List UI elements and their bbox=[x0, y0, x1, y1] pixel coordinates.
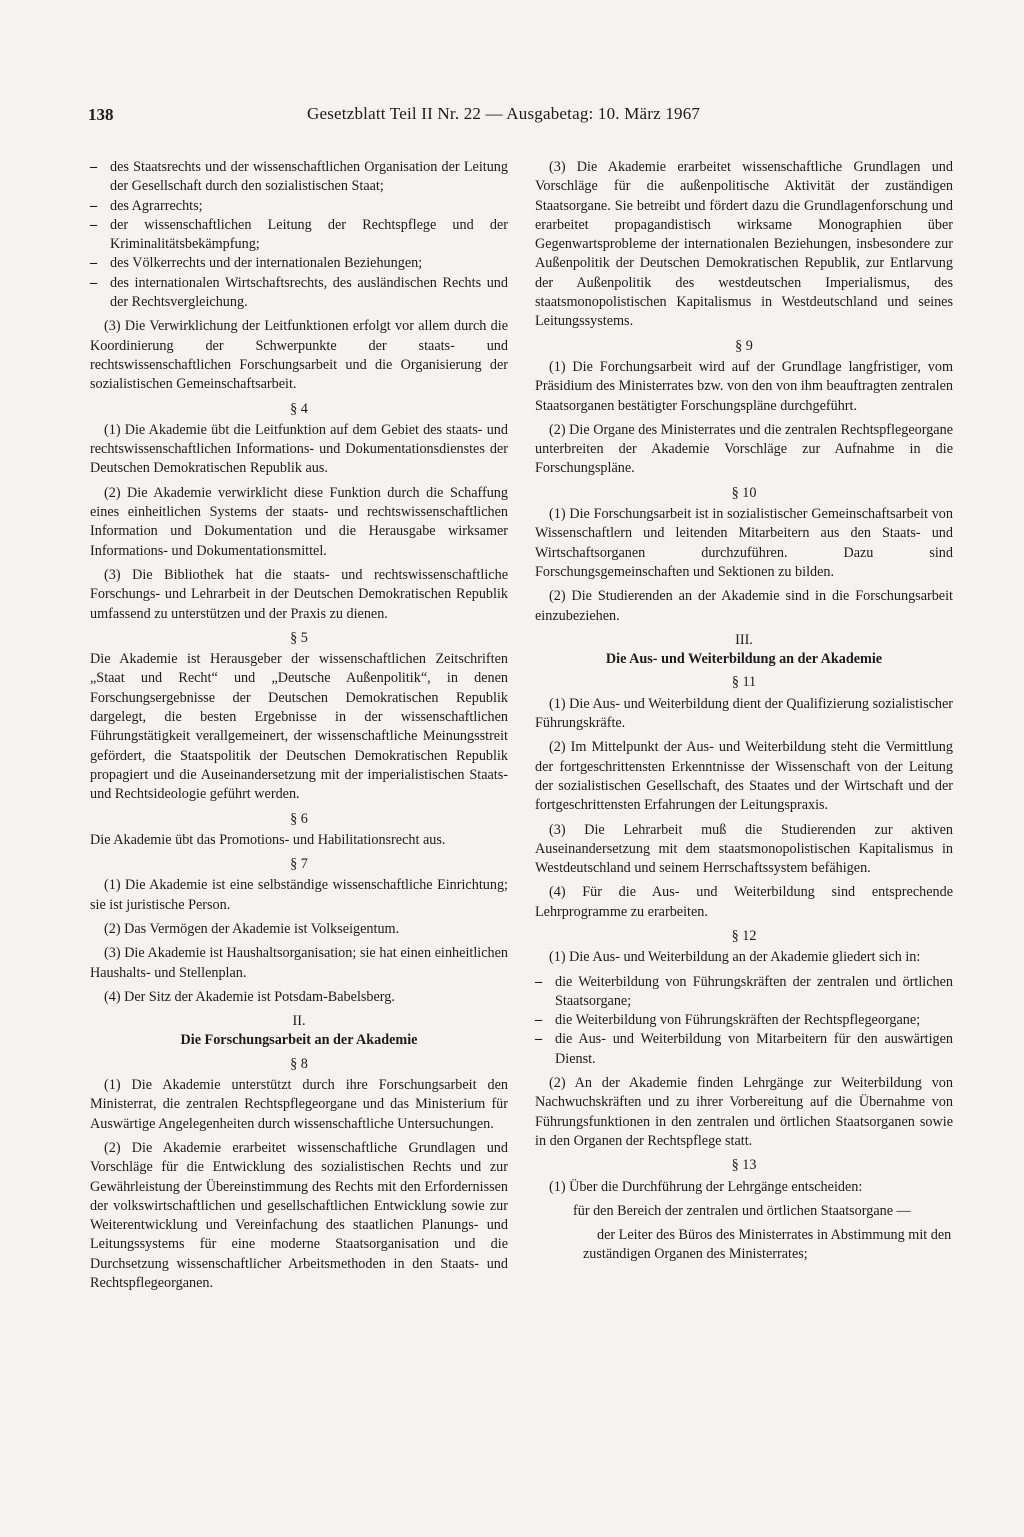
paragraph-10-1: (1) Die Forschungsarbeit ist in sozialistischer Gemeinschaftsarbeit von Wissenschaftlern und leitenden Mitarbeitern aus den Staats- und Wirtschaftsorganen durchzuführen. Dazu sind Forschungsgemeinschaften und Sektionen zu bilden. bbox=[535, 506, 953, 580]
paragraph-7-2: (2) Das Vermögen der Akademie ist Volkseigentum. bbox=[104, 920, 400, 937]
paragraph-8-2: (2) Die Akademie erarbeitet wissenschaftliche Grundlagen und Vorschläge für die Entwicklung des sozialistischen Rechts und zur Gewährleistung der Übereinstimmung des Rechts mit den Erfordernissen der volkswirtschaftlichen und gesellschaftlichen Entwicklung sowie zur Weiterentwicklung und Vereinfachung des staatlichen Planungs- und Leitungssystems für eine moderne Staatsorganisation und die Durchsetzung wissenschaftlicher Arbeitsmethoden in den Staats- und Rechtspflegeorganen. bbox=[90, 1139, 508, 1292]
paragraph-12-1: (1) Die Aus- und Weiterbildung an der Akademie gliedert sich in: bbox=[549, 949, 921, 966]
part-number-2: II. bbox=[292, 1013, 306, 1030]
list-item: – die Aus- und Weiterbildung von Mitarbeitern für den auswärtigen Dienst. bbox=[535, 1030, 953, 1069]
part-title-3: Die Aus- und Weiterbildung an der Akademie bbox=[605, 651, 883, 668]
list-item: – die Weiterbildung von Führungskräften der Rechtspflegeorgane; bbox=[535, 1011, 953, 1030]
section-heading-12: § 12 bbox=[731, 927, 757, 944]
section-heading-13: § 13 bbox=[731, 1157, 757, 1174]
section-heading-8: § 8 bbox=[290, 1055, 308, 1072]
paragraph-8-3: (3) Die Akademie erarbeitet wissenschaftliche Grundlagen und Vorschläge für die außenpolitische Aktivität der zuständigen Staatsorgane. Sie betreibt und fördert dazu die Grundlagenforschung und erarbeitet propagandistisch wirksame Monographien über Gegenwartsprobleme der internationalen Beziehungen, insbesondere zur Außenpolitik der Deutschen Demokratischen Republik, zur Entlarvung der Außenpolitik des westdeutschen Imperialismus, des staatsmonopolistischen Kapitalismus in Westdeutschland und seines Leitungssystems. bbox=[535, 159, 953, 330]
paragraph-7-4: (4) Der Sitz der Akademie ist Potsdam-Babelsberg. bbox=[104, 988, 395, 1005]
paragraph-10-2: (2) Die Studierenden an der Akademie sind in die Forschungsarbeit einzubeziehen. bbox=[535, 588, 953, 624]
paragraph-9-2: (2) Die Organe des Ministerrates und die zentralen Rechtspflegeorgane unterbreiten der Akademie Vorschläge zur Aufnahme in die Forschungspläne. bbox=[535, 421, 953, 477]
paragraph-4-3: (3) Die Bibliothek hat die staats- und rechtswissenschaftliche Forschungs- und Lehrarbeit in der Deutschen Demokratischen Republik umfassend zu unterstützen und der Praxis zu dienen. bbox=[90, 566, 508, 622]
paragraph-11-4: (4) Für die Aus- und Weiterbildung sind entsprechende Lehrprogramme zu erarbeiten. bbox=[535, 884, 953, 920]
section-heading-6: § 6 bbox=[290, 810, 308, 827]
paragraph-13-1: (1) Über die Durchführung der Lehrgänge entscheiden: bbox=[549, 1178, 863, 1195]
part-title-2: Die Forschungsarbeit an der Akademie bbox=[180, 1032, 418, 1049]
paragraph-3-3: (3) Die Verwirklichung der Leitfunktionen erfolgt vor allem durch die Koordinierung der Schwerpunkte der staats- und rechtswissenschaftlichen Forschungsarbeit und die Organisierung der sozialistischen Gemeinschaftsarbeit. bbox=[90, 318, 508, 393]
list-item: – des internationalen Wirtschaftsrechts, des ausländischen Rechts und der Rechtsvergleichung. bbox=[90, 274, 508, 313]
paragraph-6: Die Akademie übt das Promotions- und Habilitationsrecht aus. bbox=[90, 831, 446, 848]
section-heading-4: § 4 bbox=[290, 400, 308, 417]
running-head: Gesetzblatt Teil II Nr. 22 — Ausgabetag: 10. März 1967 bbox=[307, 104, 701, 123]
paragraph-11-3: (3) Die Lehrarbeit muß die Studierenden zur aktiven Auseinandersetzung mit dem staatsmonopolistischen Kapitalismus in Westdeutschland und seinem Herrschaftssystem befähigen. bbox=[535, 821, 953, 877]
section-heading-5: § 5 bbox=[290, 629, 308, 646]
list-item: – des Völkerrechts und der internationalen Beziehungen; bbox=[90, 254, 508, 273]
paragraph-5: Die Akademie ist Herausgeber der wissenschaftlichen Zeitschriften „Staat und Recht“ und „Deutsche Außenpolitik“, in denen Forschungsergebnisse der Deutschen Demokratischen Republik dargelegt, die besten Ergebnisse in der wissenschaftlichen Führungstätigkeit verallgemeinert, der wissenschaftliche Meinungsstreit gefördert, die Staatspolitik der Deutschen Demokratischen Republik propagiert und die Auseinandersetzung mit der imperialistischen Staats- und Rechtsideologie geführt werden. bbox=[90, 651, 508, 803]
paragraph-13-a: für den Bereich der zentralen und örtlichen Staatsorgane — bbox=[573, 1202, 911, 1219]
list-item: – des Agrarrechts; bbox=[90, 197, 508, 216]
right-column bbox=[535, 158, 953, 1270]
paragraph-12-2: (2) An der Akademie finden Lehrgänge zur Weiterbildung von Nachwuchskräften und zu ihrer Vorbereitung auf die Übernahme von Führungsfunktionen in den zentralen und örtlichen Staatsorganen sowie in den Organen der Rechtspflege statt. bbox=[535, 1075, 953, 1149]
section-heading-9: § 9 bbox=[735, 337, 753, 354]
list-item: – des Staatsrechts und der wissenschaftlichen Organisation der Leitung der Gesellschaft durch den sozialistischen Staat; bbox=[90, 158, 508, 197]
section-heading-11: § 11 bbox=[731, 674, 757, 691]
list-item: – der wissenschaftlichen Leitung der Rechtspflege und der Kriminalitätsbekämpfung; bbox=[90, 216, 508, 255]
page-number: 138 bbox=[88, 105, 114, 124]
paragraph-11-2: (2) Im Mittelpunkt der Aus- und Weiterbildung steht die Vermittlung der fortgeschrittensten Erkenntnisse der Wissenschaft von der Leitung der sozialistischen Gesellschaft, des Staates und der Wirtschaft und der fortgeschrittensten Erfahrungen der Leitungspraxis. bbox=[535, 739, 953, 814]
section-heading-10: § 10 bbox=[731, 484, 757, 501]
paragraph-7-3: (3) Die Akademie ist Haushaltsorganisation; sie hat einen einheitlichen Haushalts- und Stellenplan. bbox=[90, 945, 508, 981]
paragraph-9-1: (1) Die Forchungsarbeit wird auf der Grundlage langfristiger, vom Präsidium des Ministerrates bzw. von den von ihm beauftragten zentralen Staatsorganen bestätigter Forschungspläne durchgeführt. bbox=[535, 358, 953, 414]
paragraph-13-b: der Leiter des Büros des Ministerrates in Abstimmung mit den zuständigen Organen des Ministerrates; bbox=[583, 1227, 952, 1263]
dash-list-12 bbox=[535, 973, 953, 1069]
paragraph-8-1: (1) Die Akademie unterstützt durch ihre Forschungsarbeit den Ministerrat, die zentralen Rechtspflegeorgane und das Ministerium für Auswärtige Angelegenheiten durch wissenschaftliche Untersuchungen. bbox=[90, 1077, 508, 1132]
section-heading-7: § 7 bbox=[290, 856, 308, 873]
paragraph-4-1: (1) Die Akademie übt die Leitfunktion auf dem Gebiet des staats- und rechtswissenschaftlichen Informations- und Dokumentationsdienstes der Deutschen Demokratischen Republik aus. bbox=[90, 421, 508, 477]
paragraph-7-1: (1) Die Akademie ist eine selbständige wissenschaftliche Einrichtung; sie ist juristische Person. bbox=[90, 877, 508, 913]
dash-list bbox=[90, 158, 508, 312]
paragraph-11-1: (1) Die Aus- und Weiterbildung dient der Qualifizierung sozialistischer Führungskräfte. bbox=[535, 695, 953, 732]
paragraph-4-2: (2) Die Akademie verwirklicht diese Funktion durch die Schaffung eines einheitlichen Systems der staats- und rechtswissenschaftlichen Information und Dokumentation und die Herausgabe wirksamer Informations- und Dokumentationsmittel. bbox=[90, 484, 508, 559]
part-number-3: III. bbox=[735, 631, 753, 648]
list-item: – die Weiterbildung von Führungskräften der zentralen und örtlichen Staatsorgane; bbox=[535, 973, 953, 1012]
left-column bbox=[90, 158, 508, 1298]
